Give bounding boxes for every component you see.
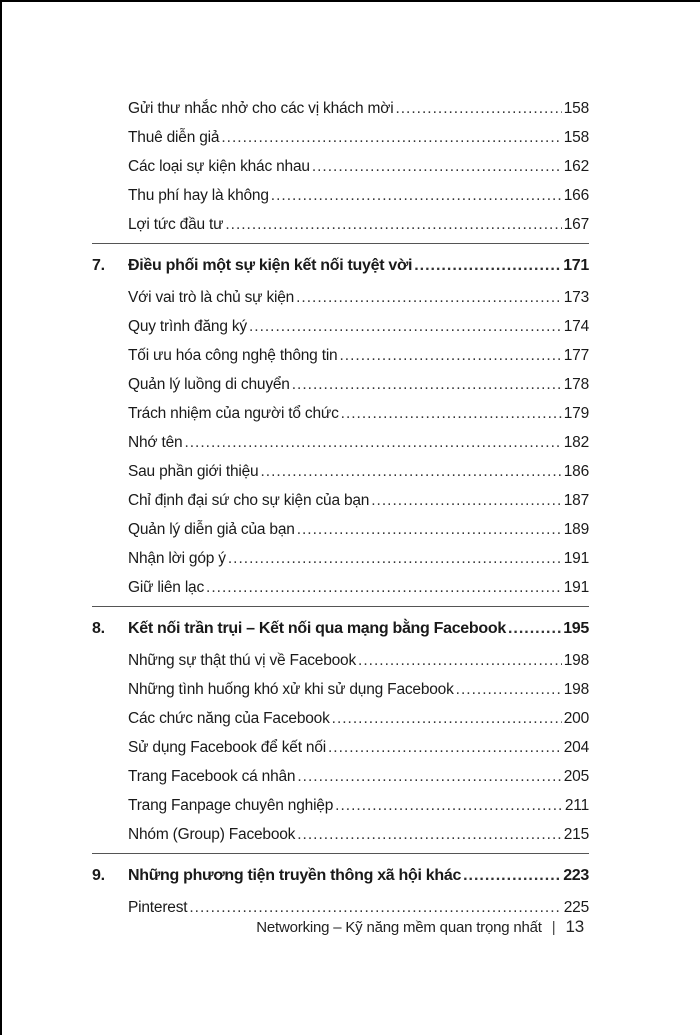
toc-dot-leader (328, 733, 562, 762)
footer-separator: | (551, 919, 556, 936)
toc-entry-title: Với vai trò là chủ sự kiện (128, 289, 295, 306)
toc-dot-leader (358, 646, 562, 675)
chapter-divider (92, 243, 589, 244)
toc-section-entry[interactable] (92, 515, 589, 544)
toc-section-entry[interactable] (92, 704, 589, 733)
toc-dot-leader (225, 210, 561, 239)
footer-page-number: 13 (565, 917, 584, 936)
toc-entry-page: 191 (563, 550, 589, 567)
toc-section-entry[interactable] (92, 573, 589, 602)
toc-entry-page: 174 (563, 318, 589, 335)
toc-entry-page: 158 (563, 129, 589, 146)
toc-entry-title: Những phương tiện truyền thông xã hội khác (128, 867, 462, 884)
toc-section-entry[interactable] (92, 544, 589, 573)
toc-entry-title: Tối ưu hóa công nghệ thông tin (128, 347, 338, 364)
toc-entry-page: 191 (563, 579, 589, 596)
toc-entry-page: 211 (564, 797, 589, 814)
toc-entry-title: Pinterest (128, 899, 188, 916)
toc-section-entry[interactable] (92, 181, 589, 210)
page-footer (256, 917, 584, 937)
toc-entry-title: Gửi thư nhắc nhở cho các vị khách mời (128, 100, 394, 117)
toc-entry-title: Chỉ định đại sứ cho sự kiện của bạn (128, 492, 370, 509)
toc-dot-leader (292, 370, 562, 399)
toc-chapter-number: 8. (92, 620, 105, 637)
toc-section-entry[interactable] (92, 646, 589, 675)
toc-entry-title: Các chức năng của Facebook (128, 710, 330, 727)
toc-entry-page: 167 (563, 216, 589, 233)
toc-entry-page: 189 (563, 521, 589, 538)
toc-dot-leader (341, 399, 562, 428)
toc-section-entry[interactable] (92, 428, 589, 457)
toc-dot-leader (271, 181, 562, 210)
toc-dot-leader (296, 283, 562, 312)
toc-dot-leader (206, 573, 562, 602)
toc-entry-page: 225 (563, 899, 589, 916)
toc-section-entry[interactable] (92, 457, 589, 486)
toc-entry-title: Quản lý diễn giả của bạn (128, 521, 295, 538)
toc-dot-leader (228, 544, 562, 573)
toc-entry-title: Trách nhiệm của người tổ chức (128, 405, 339, 422)
footer-book-title: Networking – Kỹ năng mềm quan trọng nhất (256, 919, 542, 936)
toc-entry-page: 166 (563, 187, 589, 204)
toc-dot-leader (249, 312, 562, 341)
toc-section-entry[interactable] (92, 370, 589, 399)
chapter-divider (92, 606, 589, 607)
table-of-contents (92, 94, 589, 922)
toc-chapter-entry[interactable] (92, 858, 589, 893)
toc-dot-leader (297, 515, 562, 544)
toc-chapter-entry[interactable] (92, 248, 589, 283)
toc-entry-title: Sử dụng Facebook để kết nối (128, 739, 326, 756)
toc-section-entry[interactable] (92, 791, 589, 820)
toc-chapter-number: 9. (92, 867, 105, 884)
toc-entry-page: 171 (563, 257, 589, 274)
chapter-divider (92, 853, 589, 854)
toc-entry-page: 186 (563, 463, 589, 480)
toc-entry-title: Nhận lời góp ý (128, 550, 226, 567)
toc-entry-title: Trang Fanpage chuyên nghiệp (128, 797, 334, 814)
toc-dot-leader (332, 704, 562, 733)
toc-entry-title: Điều phối một sự kiện kết nối tuyệt vời (128, 257, 413, 274)
toc-entry-title: Nhóm (Group) Facebook (128, 826, 296, 843)
toc-entry-page: 187 (563, 492, 589, 509)
toc-entry-page: 179 (563, 405, 589, 422)
toc-entry-page: 198 (563, 681, 589, 698)
toc-entry-page: 215 (563, 826, 589, 843)
toc-entry-title: Thuê diễn giả (128, 129, 220, 146)
toc-entry-title: Kết nối trần trụi – Kết nối qua mạng bằng Facebook (128, 620, 506, 637)
toc-section-entry[interactable] (92, 675, 589, 704)
toc-dot-leader (508, 611, 561, 646)
toc-entry-title: Sau phần giới thiệu (128, 463, 259, 480)
toc-dot-leader (456, 675, 562, 704)
toc-entry-page: 158 (563, 100, 589, 117)
toc-entry-title: Quản lý luồng di chuyển (128, 376, 290, 393)
toc-entry-page: 200 (563, 710, 589, 727)
toc-entry-title: Quy trình đăng ký (128, 318, 247, 335)
toc-entry-page: 198 (563, 652, 589, 669)
toc-dot-leader (260, 457, 561, 486)
toc-section-entry[interactable] (92, 341, 589, 370)
toc-entry-page: 204 (563, 739, 589, 756)
toc-entry-title: Những sự thật thú vị về Facebook (128, 652, 357, 669)
toc-section-entry[interactable] (92, 123, 589, 152)
toc-dot-leader (297, 820, 562, 849)
toc-dot-leader (335, 791, 563, 820)
toc-dot-leader (371, 486, 562, 515)
toc-entry-page: 162 (563, 158, 589, 175)
toc-section-entry[interactable] (92, 399, 589, 428)
toc-entry-title: Những tình huống khó xử khi sử dụng Facebook (128, 681, 454, 698)
toc-entry-title: Lợi tức đầu tư (128, 216, 224, 233)
toc-entry-title: Thu phí hay là không (128, 187, 269, 204)
toc-section-entry[interactable] (92, 733, 589, 762)
toc-entry-title: Nhớ tên (128, 434, 183, 451)
toc-chapter-number: 7. (92, 257, 105, 274)
toc-dot-leader (184, 428, 561, 457)
toc-section-entry[interactable] (92, 486, 589, 515)
toc-dot-leader (312, 152, 562, 181)
toc-chapter-entry[interactable] (92, 611, 589, 646)
toc-entry-page: 178 (563, 376, 589, 393)
toc-section-entry[interactable] (92, 152, 589, 181)
toc-entry-page: 177 (563, 347, 589, 364)
toc-section-entry[interactable] (92, 312, 589, 341)
toc-section-entry[interactable] (92, 820, 589, 849)
toc-entry-title: Trang Facebook cá nhân (128, 768, 296, 785)
toc-section-entry[interactable] (92, 283, 589, 312)
toc-section-entry[interactable] (92, 210, 589, 239)
toc-entry-title: Giữ liên lạc (128, 579, 205, 596)
toc-entry-page: 205 (563, 768, 589, 785)
toc-entry-page: 182 (563, 434, 589, 451)
toc-entry-page: 223 (563, 867, 589, 884)
toc-dot-leader (395, 94, 561, 123)
toc-entry-page: 173 (563, 289, 589, 306)
toc-dot-leader (414, 248, 561, 283)
toc-entry-title: Các loại sự kiện khác nhau (128, 158, 310, 175)
toc-dot-leader (221, 123, 561, 152)
toc-dot-leader (339, 341, 561, 370)
toc-section-entry[interactable] (92, 762, 589, 791)
toc-dot-leader (297, 762, 561, 791)
toc-section-entry[interactable] (92, 94, 589, 123)
toc-dot-leader (463, 858, 561, 893)
toc-entry-page: 195 (563, 620, 589, 637)
